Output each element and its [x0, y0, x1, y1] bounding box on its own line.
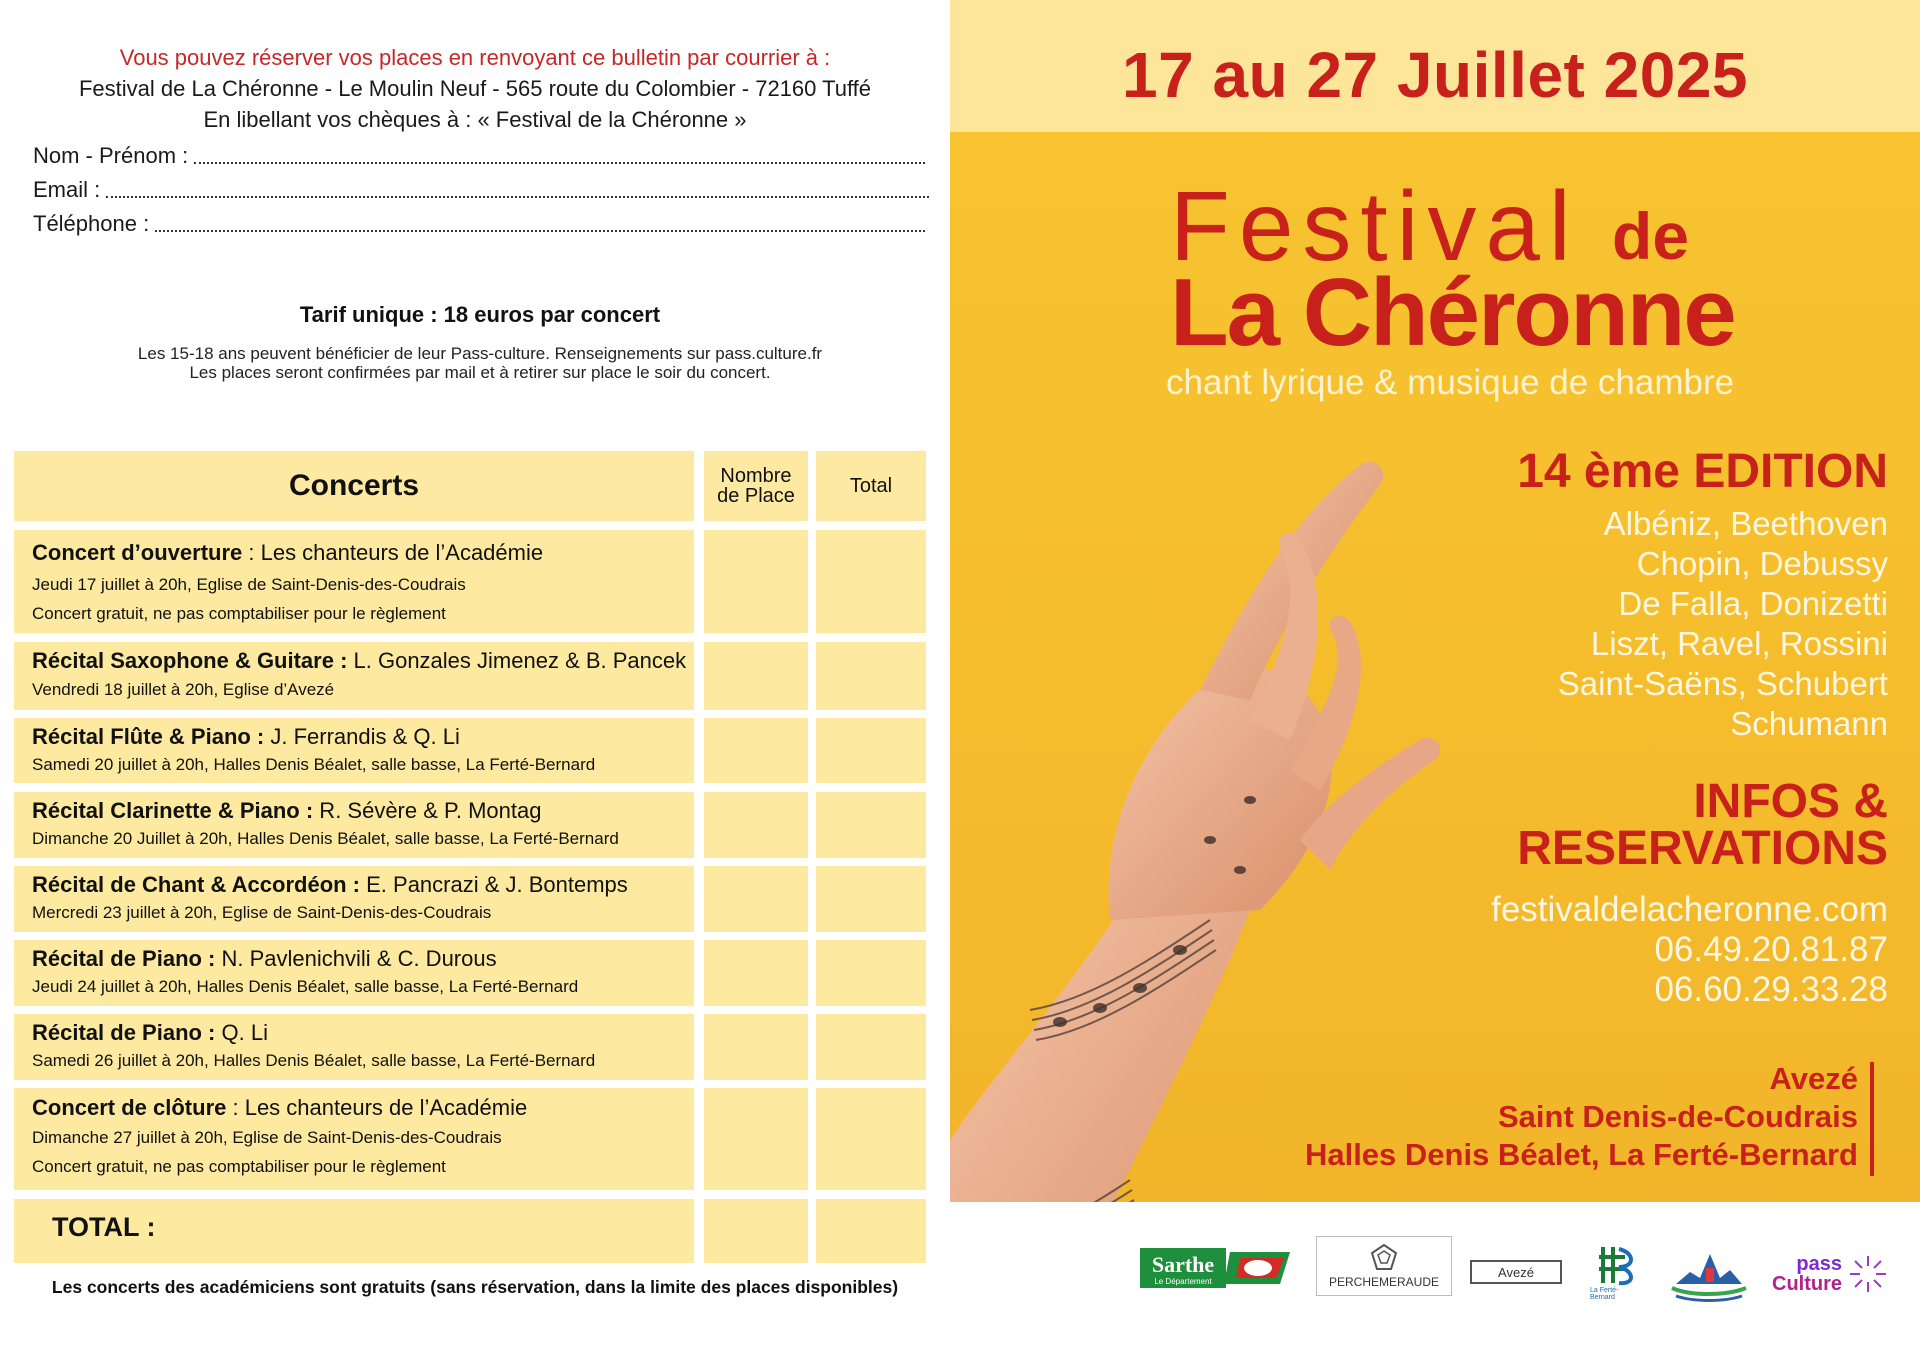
academicians-note: Les concerts des académiciens sont gratuits (sans réservation, dans la limite des places disponibles)	[51, 1277, 899, 1297]
header-total: Total	[816, 451, 926, 521]
reservation-intro: Vous pouvez réserver vos places en renvoyant ce bulletin par courrier à :	[119, 45, 831, 70]
composer-line: Chopin, Debussy	[1636, 545, 1888, 582]
reservation-form	[0, 0, 950, 1357]
header-seat-count: Nombre de Place	[704, 451, 808, 521]
email-field-label: Email :	[33, 177, 101, 202]
grand-total-cell[interactable]	[816, 1199, 926, 1263]
concert-title: Récital Clarinette & Piano : R. Sévère & P. Montag	[32, 798, 542, 823]
seat-count-cell[interactable]	[704, 940, 808, 1006]
seat-count-cell[interactable]	[704, 1088, 808, 1190]
concert-row	[14, 642, 694, 710]
concert-title: Concert d’ouverture : Les chanteurs de l’Académie	[32, 540, 544, 565]
pass-culture-note: Les 15-18 ans peuvent bénéficier de leur Pass-culture. Renseignements sur pass.culture.fr	[137, 344, 823, 363]
total-cell[interactable]	[816, 718, 926, 783]
name-field-line[interactable]	[194, 162, 925, 164]
composer-list	[1558, 504, 1888, 744]
festival-tagline: chant lyrique & musique de chambre	[1166, 363, 1735, 402]
concert-row	[14, 792, 694, 858]
concert-row	[14, 530, 694, 633]
email-field-line[interactable]	[106, 196, 929, 198]
concert-details: Jeudi 17 juillet à 20h, Eglise de Saint-Denis-des-Coudrais	[32, 575, 466, 594]
infos-title: INFOS & RESERVATIONS	[1517, 775, 1888, 875]
concert-details: Jeudi 24 juillet à 20h, Halles Denis Béalet, salle basse, La Ferté-Bernard	[32, 977, 579, 996]
festival-name: La Chéronne	[1170, 259, 1735, 366]
total-cell[interactable]	[816, 940, 926, 1006]
concert-title: Récital de Piano : Q. Li	[32, 1020, 268, 1045]
venue: Halles Denis Béalet, La Ferté-Bernard	[1304, 1137, 1858, 1172]
email-field[interactable]	[33, 175, 929, 203]
concert-title: Récital de Piano : N. Pavlenichvili & C. Durous	[32, 946, 497, 971]
total-cell[interactable]	[816, 1088, 926, 1190]
festival-dates: 17 au 27 Juillet 2025	[1122, 39, 1748, 111]
festival-word: Festival	[1170, 171, 1580, 281]
phone-field-line[interactable]	[155, 230, 925, 232]
total-cell[interactable]	[816, 1014, 926, 1080]
venue: Avezé	[1769, 1061, 1858, 1096]
pass-culture-bottom: Culture	[1772, 1273, 1842, 1295]
festival-de: de	[1612, 199, 1690, 273]
venue-accent-bar	[1870, 1062, 1874, 1176]
concert-row	[14, 1014, 694, 1080]
composer-line: Saint-Saëns, Schubert	[1557, 665, 1888, 702]
composer-line: Schumann	[1730, 705, 1888, 742]
concert-details: Dimanche 27 juillet à 20h, Eglise de Saint-Denis-des-Coudrais	[32, 1128, 502, 1147]
concert-note: Concert gratuit, ne pas comptabiliser pour le règlement	[32, 604, 446, 623]
total-cell[interactable]	[816, 530, 926, 633]
edition-title: 14 ème EDITION	[1517, 445, 1888, 498]
cheque-instructions: En libellant vos chèques à : « Festival de la Chéronne »	[203, 107, 747, 132]
concert-row	[14, 718, 694, 783]
phone-number[interactable]: 06.60.29.33.28	[1654, 970, 1888, 1009]
header-concerts: Concerts	[14, 451, 694, 521]
perche-emeraude-text: PERCHEMERAUDE	[1328, 1275, 1439, 1289]
pass-culture-top: pass	[1796, 1253, 1842, 1275]
sarthe-logo	[1140, 1246, 1294, 1290]
name-field-label: Nom - Prénom :	[33, 143, 189, 168]
seat-count-cell[interactable]	[704, 792, 808, 858]
sarthe-logo-subtext: Le Département	[1154, 1277, 1212, 1286]
concert-row	[14, 940, 694, 1006]
phone-field-label: Téléphone :	[33, 211, 150, 236]
concert-title: Récital Saxophone & Guitare : L. Gonzales Jimenez & B. Pancek	[32, 648, 687, 673]
concert-details: Samedi 20 juillet à 20h, Halles Denis Béalet, salle basse, La Ferté-Bernard	[32, 755, 596, 774]
concert-note: Concert gratuit, ne pas comptabiliser pour le règlement	[32, 1157, 446, 1176]
phone-number[interactable]: 06.49.20.81.87	[1654, 930, 1888, 969]
concert-details: Samedi 26 juillet à 20h, Halles Denis Béalet, salle basse, La Ferté-Bernard	[32, 1051, 596, 1070]
seat-count-cell[interactable]	[704, 1014, 808, 1080]
concert-title: Concert de clôture : Les chanteurs de l’Académie	[32, 1095, 528, 1120]
total-cell[interactable]	[816, 866, 926, 932]
confirmation-note: Les places seront confirmées par mail et à retirer sur place le soir du concert.	[189, 363, 771, 382]
concert-row	[14, 1088, 694, 1190]
contact-info	[1491, 890, 1888, 1010]
venue-list	[1305, 1060, 1858, 1174]
seat-count-cell[interactable]	[704, 642, 808, 710]
aveze-logo: Avezé	[1470, 1260, 1562, 1284]
concert-row	[14, 866, 694, 932]
total-row	[14, 1199, 694, 1263]
seat-count-cell[interactable]	[704, 530, 808, 633]
concert-title: Récital de Chant & Accordéon : E. Pancrazi & J. Bontemps	[32, 872, 628, 897]
concert-title: Récital Flûte & Piano : J. Ferrandis & Q. Li	[32, 724, 460, 749]
website-link[interactable]: festivaldelacheronne.com	[1491, 890, 1888, 929]
seat-count-cell[interactable]	[704, 718, 808, 783]
sarthe-logo-text: Sarthe	[1151, 1252, 1215, 1277]
composer-line: Albéniz, Beethoven	[1603, 505, 1888, 542]
postal-address: Festival de La Chéronne - Le Moulin Neuf - 565 route du Colombier - 72160 Tuffé	[78, 76, 872, 101]
total-seats-cell[interactable]	[704, 1199, 808, 1263]
price-info: Tarif unique : 18 euros par concert	[299, 302, 661, 327]
venue: Saint Denis-de-Coudrais	[1498, 1099, 1858, 1134]
concert-details: Vendredi 18 juillet à 20h, Eglise d’Avezé	[32, 680, 335, 699]
ferte-bernard-logo	[1590, 1242, 1640, 1302]
pass-culture-logo	[1760, 1250, 1902, 1298]
perche-emeraude-logo	[1316, 1236, 1452, 1296]
total-cell[interactable]	[816, 792, 926, 858]
phone-field[interactable]	[33, 209, 925, 237]
ferte-bernard-text: La Ferté-Bernard	[1590, 1287, 1619, 1301]
concert-details: Mercredi 23 juillet à 20h, Eglise de Saint-Denis-des-Coudrais	[32, 903, 492, 922]
name-field[interactable]	[33, 141, 925, 169]
partner-logos	[950, 1202, 1920, 1357]
total-cell[interactable]	[816, 642, 926, 710]
village-logo	[1670, 1244, 1748, 1302]
total-label: TOTAL :	[52, 1212, 156, 1242]
festival-poster	[950, 0, 1920, 1357]
seat-count-cell[interactable]	[704, 866, 808, 932]
composer-line: Liszt, Ravel, Rossini	[1590, 625, 1888, 662]
concert-details: Dimanche 20 Juillet à 20h, Halles Denis Béalet, salle basse, La Ferté-Bernard	[32, 829, 619, 848]
composer-line: De Falla, Donizetti	[1618, 585, 1888, 622]
